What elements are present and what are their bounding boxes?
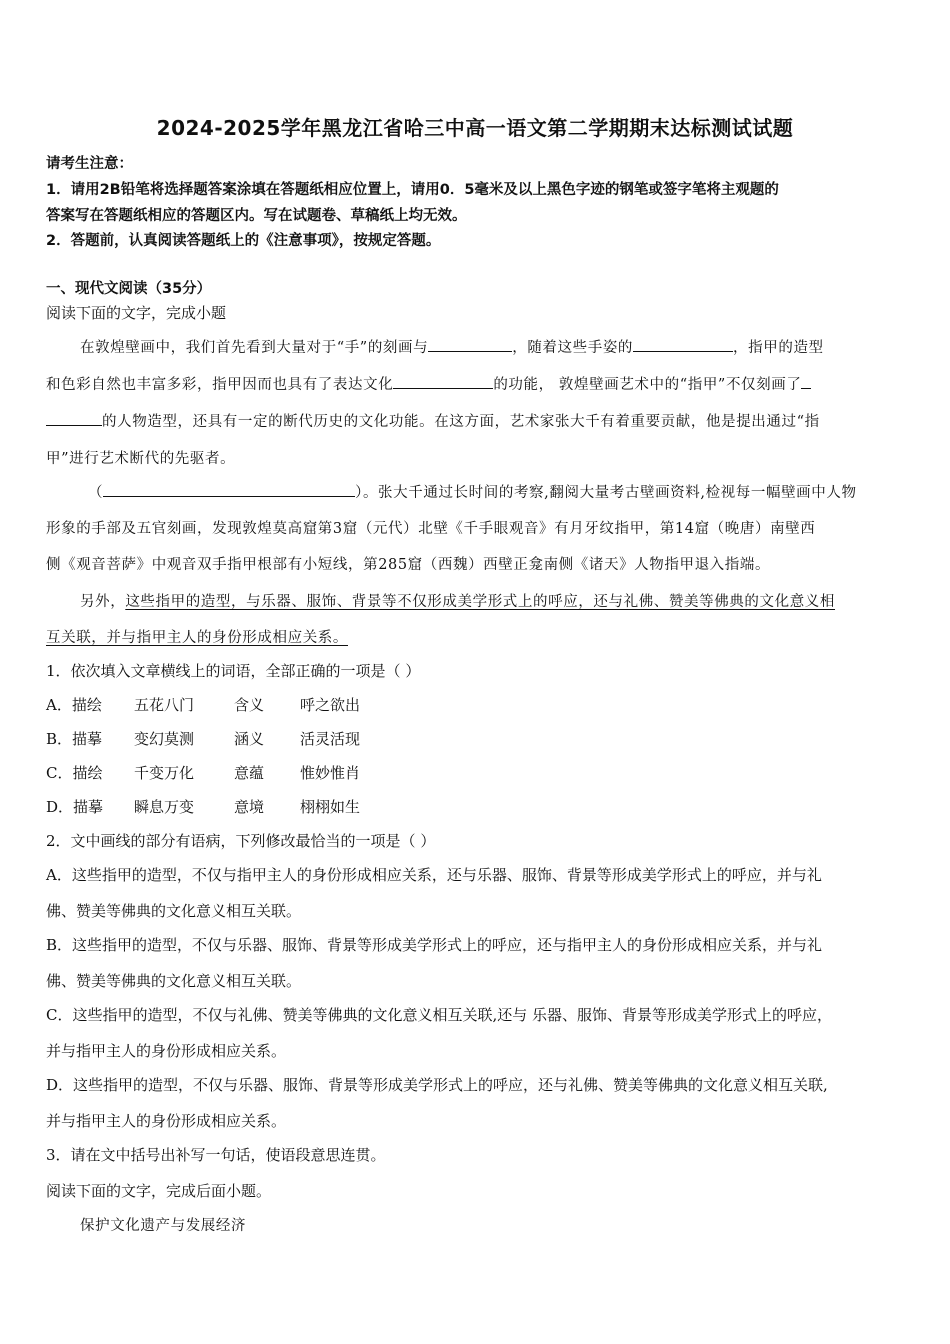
question-3-stem: 3．请在文中括号出补写一句话，使语段意思连贯。 [46, 1146, 386, 1164]
question-1-stem: 1．依次填入文章横线上的词语，全部正确的一项是（ ） [46, 662, 421, 680]
passage-text: 在敦煌壁画中，我们首先看到大量对于“手”的刻画与 [80, 340, 429, 356]
underlined-sentence: 这些指甲的造型，与乐器、服饰、背景等不仅形成美学形式上的呼应，还与礼佛、赞美等佛典的文化意义相 [125, 594, 836, 610]
option-word: B．描摹 [46, 730, 103, 748]
passage-line [88, 481, 857, 502]
passage-line [46, 336, 824, 357]
answer-blank-sentence [103, 482, 355, 497]
question-2-stem: 2．文中画线的部分有语病，下列修改最恰当的一项是（ ） [46, 832, 436, 850]
passage-text: 另外， [80, 594, 126, 610]
passage-line: 形象的手部及五官刻画，发现敦煌莫高窟第3窟（元代）北壁《千手眼观音》有月牙纹指甲，第14窟（晚唐）南壁西 [46, 521, 816, 537]
passage-text: ，指甲的造型 [733, 340, 824, 356]
passage-text: 和色彩自然也丰富多彩，指甲因而也具有了表达文化 [46, 377, 394, 393]
next-section-instruction: 阅读下面的文字，完成后面小题。 [46, 1182, 272, 1200]
answer-blank-4 [801, 374, 811, 389]
question-1-option-b [46, 728, 360, 749]
section-heading: 一、现代文阅读（35分） [46, 281, 212, 297]
passage-line: 侧《观音菩萨》中观音双手指甲根部有小短线，第285窟（西魏）西壁正龛南侧《诸天》人物指甲退入指端。 [46, 557, 771, 573]
option-word: 栩栩如生 [300, 798, 361, 816]
passage-text: 的人物造型，还具有一定的断代历史的文化功能。在这方面，艺术家张大千有着重要贡献，他是提出通过“指 [102, 414, 820, 430]
question-1-option-c [46, 762, 360, 783]
notice-item-2: 2．答题前，认真阅读答题纸上的《注意事项》，按规定答题。 [46, 233, 441, 249]
option-word: 变幻莫测 [134, 730, 195, 748]
notice-heading: 请考生注意： [46, 156, 133, 172]
question-2-option-b-cont: 佛、赞美等佛典的文化意义相互关联。 [46, 972, 302, 990]
option-word: A．描绘 [46, 696, 102, 714]
option-word: C．描绘 [46, 764, 103, 782]
next-passage-title: 保护文化遗产与发展经济 [80, 1218, 247, 1234]
passage-text: ）。张大千通过长时间的考察,翻阅大量考古壁画资料,检视每一幅壁画中人物 [355, 485, 857, 501]
option-word: 惟妙惟肖 [300, 764, 361, 782]
answer-blank-1 [428, 337, 512, 352]
option-word: 涵义 [234, 730, 265, 748]
question-2-option-a-cont: 佛、赞美等佛典的文化意义相互关联。 [46, 902, 302, 920]
notice-item-1-line-2: 答案写在答题纸相应的答题区内。写在试题卷、草稿纸上均无效。 [46, 208, 467, 224]
option-word: 意境 [234, 798, 265, 816]
underlined-sentence-continued: 互关联，并与指甲主人的身份形成相应关系。 [46, 630, 348, 646]
passage-text: 的功能， 敦煌壁画艺术中的“指甲”不仅刻画了 [493, 377, 802, 393]
question-2-option-d-cont: 并与指甲主人的身份形成相应关系。 [46, 1112, 287, 1130]
option-word: 含义 [234, 696, 265, 714]
question-1-option-a [46, 694, 360, 715]
question-2-option-d: D．这些指甲的造型，不仅与乐器、服饰、背景等形成美学形式上的呼应，还与礼佛、赞美等佛典的文化意义相互关联, [46, 1076, 828, 1094]
option-word: 瞬息万变 [134, 798, 195, 816]
option-word: 千变万化 [134, 764, 195, 782]
passage-line [46, 410, 820, 431]
section-instruction: 阅读下面的文字，完成小题 [46, 304, 227, 322]
answer-blank-3 [393, 374, 493, 389]
question-2-option-a: A．这些指甲的造型，不仅与指甲主人的身份形成相应关系，还与乐器、服饰、背景等形成美学形式上的呼应，并与礼 [46, 866, 822, 884]
option-word: 呼之欲出 [300, 696, 361, 714]
answer-blank-2 [633, 337, 733, 352]
passage-line [46, 373, 811, 394]
question-2-option-b: B．这些指甲的造型，不仅与乐器、服饰、背景等形成美学形式上的呼应，还与指甲主人的身份形成相应关系，并与礼 [46, 936, 823, 954]
question-2-option-c: C．这些指甲的造型，不仅与礼佛、赞美等佛典的文化意义相互关联,还与 乐器、服饰、背景等形成美学形式上的呼应， [46, 1006, 833, 1024]
paren-open: （ [88, 485, 104, 501]
option-word: 五花八门 [134, 696, 195, 714]
option-word: D．描摹 [46, 798, 104, 816]
question-1-option-d [46, 796, 360, 817]
option-word: 活灵活现 [300, 730, 361, 748]
passage-text: ，随着这些手姿的 [512, 340, 634, 356]
notice-item-1-line-1: 1．请用2B铅笔将选择题答案涂填在答题纸相应位置上，请用0．5毫米及以上黑色字迹的钢笔或签字笔将主观题的 [46, 182, 779, 198]
answer-blank-4-continued [46, 411, 102, 426]
passage-line: 甲”进行艺术断代的先驱者。 [46, 451, 236, 467]
question-2-option-c-cont: 并与指甲主人的身份形成相应关系。 [46, 1042, 287, 1060]
option-word: 意蕴 [234, 764, 265, 782]
page-title: 2024-2025学年黑龙江省哈三中高一语文第二学期期末达标测试试题 [156, 116, 794, 140]
passage-line [46, 590, 835, 611]
